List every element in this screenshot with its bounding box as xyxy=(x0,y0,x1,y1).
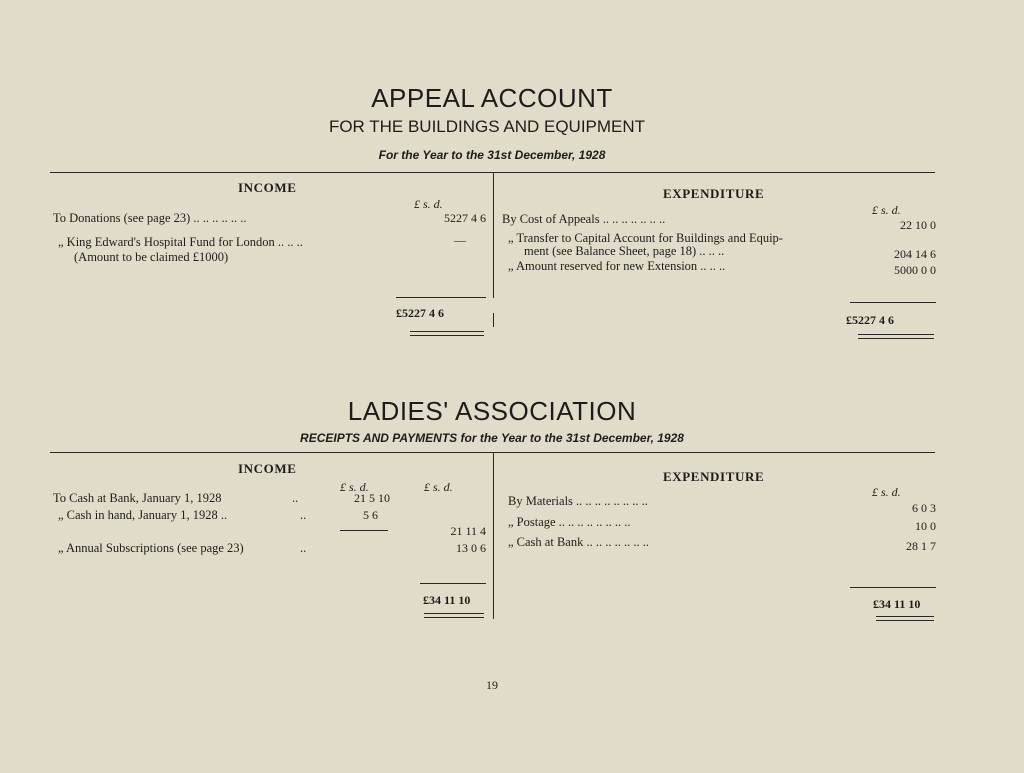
ladies-expenditure-row-amount: 28 1 7 xyxy=(906,539,936,553)
appeal-expenditure-double-rule xyxy=(858,334,934,339)
ladies-income-row-dots: .. xyxy=(300,508,307,522)
appeal-income-sum-rule xyxy=(396,297,486,298)
ladies-income-row-dots: .. xyxy=(292,491,299,505)
ladies-expenditure-total: £34 11 10 xyxy=(873,597,921,611)
ladies-expenditure-row-label: „ Cash at Bank .. .. .. .. .. .. .. xyxy=(508,535,649,549)
ladies-expenditure-double-rule xyxy=(876,616,934,621)
ladies-income-row-label: „ Cash in hand, January 1, 1928 .. xyxy=(58,508,228,522)
appeal-column-divider xyxy=(493,173,494,298)
appeal-income-total: £5227 4 6 xyxy=(396,306,444,320)
appeal-column-divider-lower xyxy=(493,313,494,327)
ladies-expenditure-heading: EXPENDITURE xyxy=(663,469,765,484)
page-number: 19 xyxy=(486,678,498,692)
ladies-income-total: £34 11 10 xyxy=(423,593,471,607)
appeal-expenditure-row-amount: 5000 0 0 xyxy=(894,263,936,277)
ladies-income-row-amount: 5 6 xyxy=(363,508,378,522)
ladies-income-row-amount: 21 5 10 xyxy=(354,491,390,505)
appeal-expenditure-heading: EXPENDITURE xyxy=(663,186,765,201)
appeal-expenditure-total: £5227 4 6 xyxy=(846,313,894,327)
appeal-expenditure-sum-rule xyxy=(850,302,936,303)
appeal-income-row-amount: 5227 4 6 xyxy=(444,211,486,225)
ladies-title: LADIES' ASSOCIATION xyxy=(347,396,637,426)
appeal-income-units: £ s. d. xyxy=(414,197,443,211)
appeal-expenditure-row-label: „ Amount reserved for new Extension .. .. .. xyxy=(508,259,726,273)
ladies-expenditure-row-label: „ Postage .. .. .. .. .. .. .. .. xyxy=(508,515,631,529)
ladies-income-double-rule xyxy=(424,613,484,618)
ladies-expenditure-row-amount: 10 0 xyxy=(915,519,936,533)
ladies-income-sum-rule xyxy=(420,583,486,584)
ladies-income-sub-rule xyxy=(340,530,388,531)
ladies-period: RECEIPTS AND PAYMENTS for the Year to the 31st December, 1928 xyxy=(300,431,684,445)
appeal-title: APPEAL ACCOUNT xyxy=(371,83,613,113)
appeal-expenditure-row-label: By Cost of Appeals .. .. .. .. .. .. .. xyxy=(502,212,666,226)
appeal-expenditure-units: £ s. d. xyxy=(872,203,901,217)
appeal-period: For the Year to the 31st December, 1928 xyxy=(378,148,606,162)
appeal-expenditure-row-amount: 22 10 0 xyxy=(900,218,936,232)
appeal-income-row-label: To Donations (see page 23) .. .. .. .. .. .. xyxy=(53,211,247,225)
ladies-income-units-b: £ s. d. xyxy=(424,480,453,494)
appeal-expenditure-row-label: „ Transfer to Capital Account for Buildings and Equip- xyxy=(508,231,783,245)
appeal-expenditure-row-label: ment (see Balance Sheet, page 18) .. .. .. xyxy=(524,244,725,258)
appeal-income-row-amount: — xyxy=(454,233,466,247)
appeal-subtitle: FOR THE BUILDINGS AND EQUIPMENT xyxy=(328,117,646,136)
ladies-income-row-amount: 21 11 4 xyxy=(450,524,486,538)
appeal-income-row-label: (Amount to be claimed £1000) xyxy=(74,250,229,264)
ladies-expenditure-row-label: By Materials .. .. .. .. .. .. .. .. xyxy=(508,494,648,508)
ladies-income-row-label: To Cash at Bank, January 1, 1928 xyxy=(53,491,222,505)
ladies-income-row-label: „ Annual Subscriptions (see page 23) xyxy=(58,541,244,555)
ladies-income-units-a: £ s. d. xyxy=(340,480,369,494)
appeal-expenditure-row-amount: 204 14 6 xyxy=(894,247,936,261)
appeal-income-double-rule xyxy=(410,331,484,336)
appeal-income-heading: INCOME xyxy=(238,180,297,195)
appeal-income-row-label: „ King Edward's Hospital Fund for London .. .. .. xyxy=(58,235,303,249)
ladies-income-row-dots: .. xyxy=(300,541,307,555)
ladies-expenditure-sum-rule xyxy=(850,587,936,588)
ladies-income-heading: INCOME xyxy=(238,461,297,476)
ladies-expenditure-units: £ s. d. xyxy=(872,485,901,499)
ladies-expenditure-row-amount: 6 0 3 xyxy=(912,501,936,515)
ladies-income-row-amount: 13 0 6 xyxy=(456,541,486,555)
ladies-column-divider xyxy=(493,453,494,619)
